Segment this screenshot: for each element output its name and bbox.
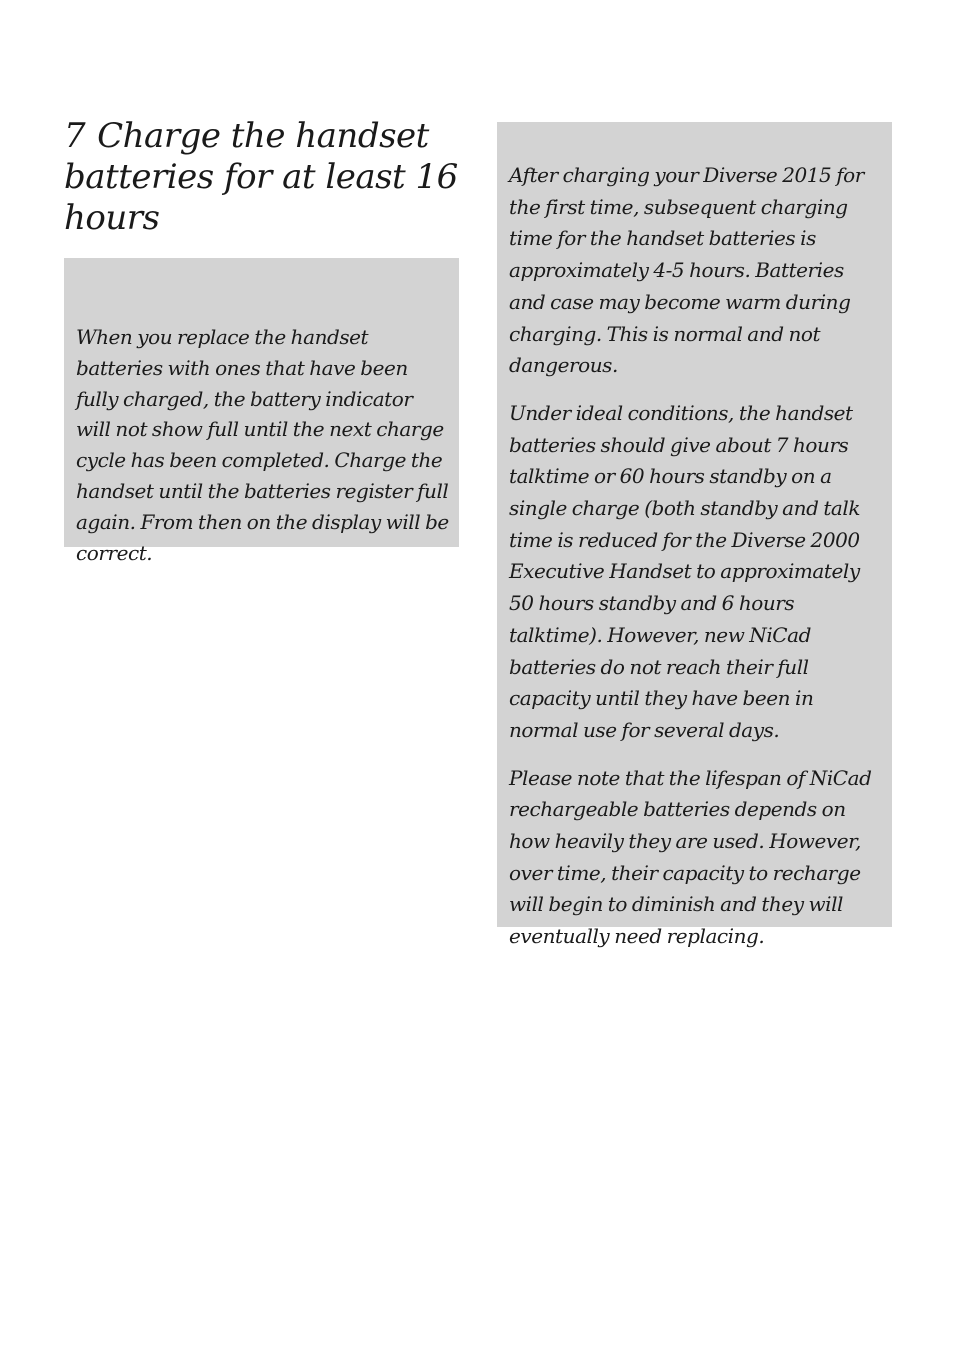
step-number: 7 — [64, 116, 86, 156]
battery-indicator-note: When you replace the handset batteries with ones that have been fully charged, the battery indicator will not show full until the next charge cycle has been completed. Charge the handset until the batteries register full again. From then on the display will be correct. — [76, 325, 449, 565]
charging-info-box — [497, 122, 892, 949]
battery-lifespan-paragraph: Please note that the lifespan of NiCad rechargeable batteries depends on how heavily they are used. However, over time, their capacity to recharge will begin to diminish and they will eventually need replacing. — [509, 765, 872, 949]
section-heading — [64, 116, 464, 239]
heading-text: Charge the handset batteries for at least 16 hours — [64, 116, 458, 238]
battery-indicator-note-box — [64, 258, 459, 565]
charging-time-paragraph: After charging your Diverse 2015 for the first time, subsequent charging time for the handset batteries is approximately 4-5 hours. Batteries and case may become warm during charging. This is normal and not dangerous. — [509, 163, 864, 378]
battery-life-paragraph: Under ideal conditions, the handset batteries should give about 7 hours talktime or 60 hours standby on a single charge (both standby and talk time is reduced for the Diverse 2000 Executive Handset to approximately 50 hours standby and 6 hours talktime). However, new NiCad batteries do not reach their full capacity until they have been in normal use for several days. — [509, 400, 861, 742]
